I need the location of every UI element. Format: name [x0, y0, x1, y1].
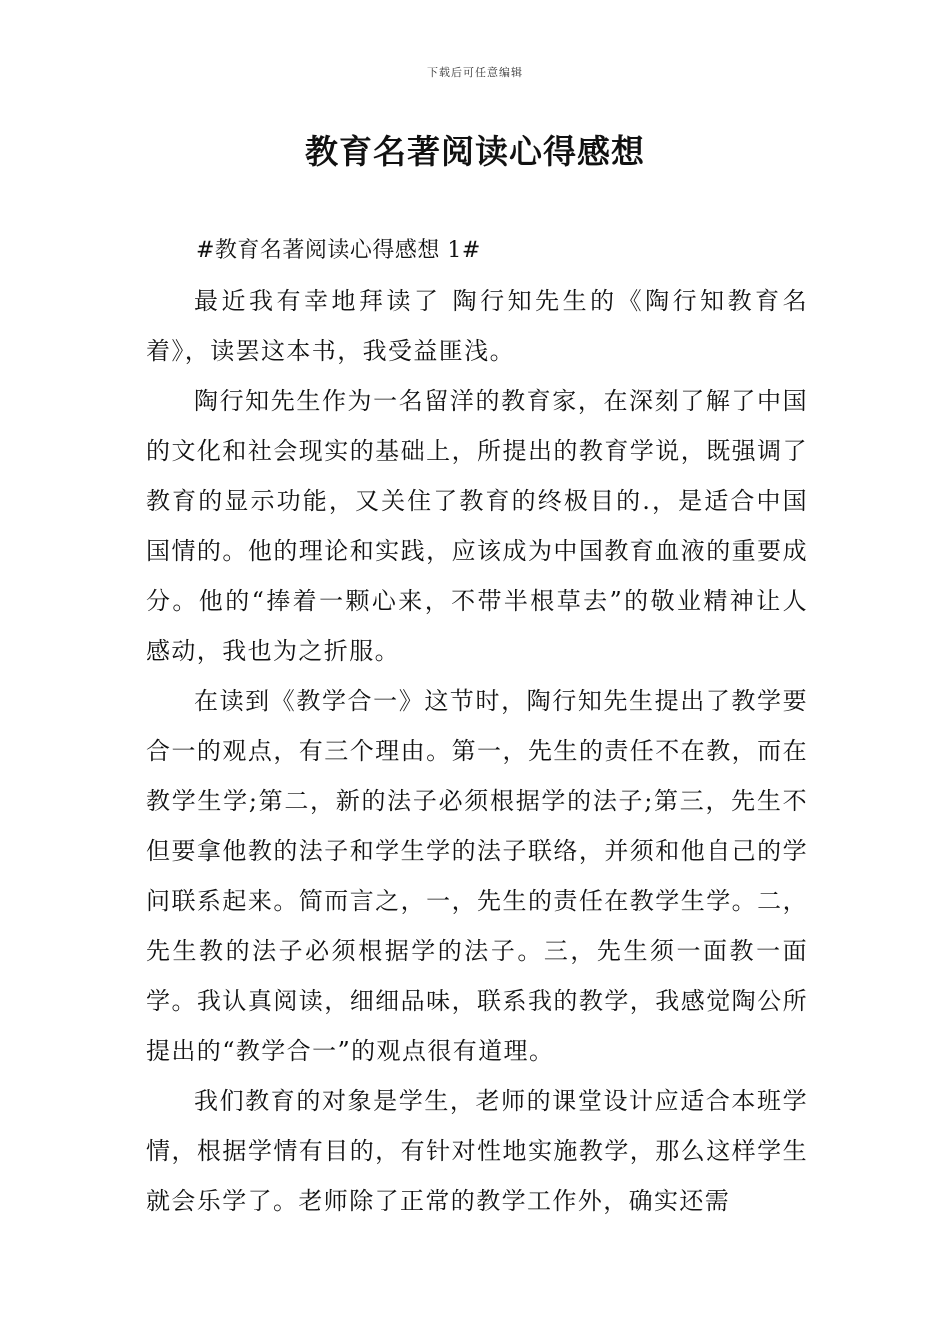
header-note: 下载后可任意编辑 [427, 66, 523, 79]
document-title: 教育名著阅读心得感想 [305, 132, 645, 171]
section-heading: #教育名著阅读心得感想 1# [196, 238, 481, 263]
paragraph-2: 陶行知先生作为一名留洋的教育家，在深刻了解了中国的文化和社会现实的基础上，所提出的教育学说，既强调了教育的显示功能，又关住了教育的终极目的.，是适合中国国情的。他的理论和实践，应该成为中国教育血液的重要成分。他的“捧着一颗心来，不带半根草去”的敬业精神让人感动，我也为之折服。 [146, 387, 808, 665]
paragraph-1: 最近我有幸地拜读了 陶行知先生的《陶行知教育名着》，读罢这本书，我受益匪浅。 [146, 287, 808, 365]
paragraph-4: 我们教育的对象是学生，老师的课堂设计应适合本班学情，根据学情有目的，有针对性地实施教学，那么这样学生就会乐学了。老师除了正常的教学工作外，确实还需 [146, 1087, 808, 1215]
document-body [146, 226, 808, 1226]
paragraph-3: 在读到《教学合一》这节时，陶行知先生提出了教学要合一的观点，有三个理由。第一，先生的责任不在教，而在教学生学;第二，新的法子必须根据学的法子;第三，先生不但要拿他教的法子和学生学的法子联络，并须和他自己的学问联系起来。简而言之，一，先生的责任在教学生学。二，先生教的法子必须根据学的法子。三，先生须一面教一面学。我认真阅读，细细品味，联系我的教学，我感觉陶公所提出的“教学合一”的观点很有道理。 [146, 687, 808, 1065]
